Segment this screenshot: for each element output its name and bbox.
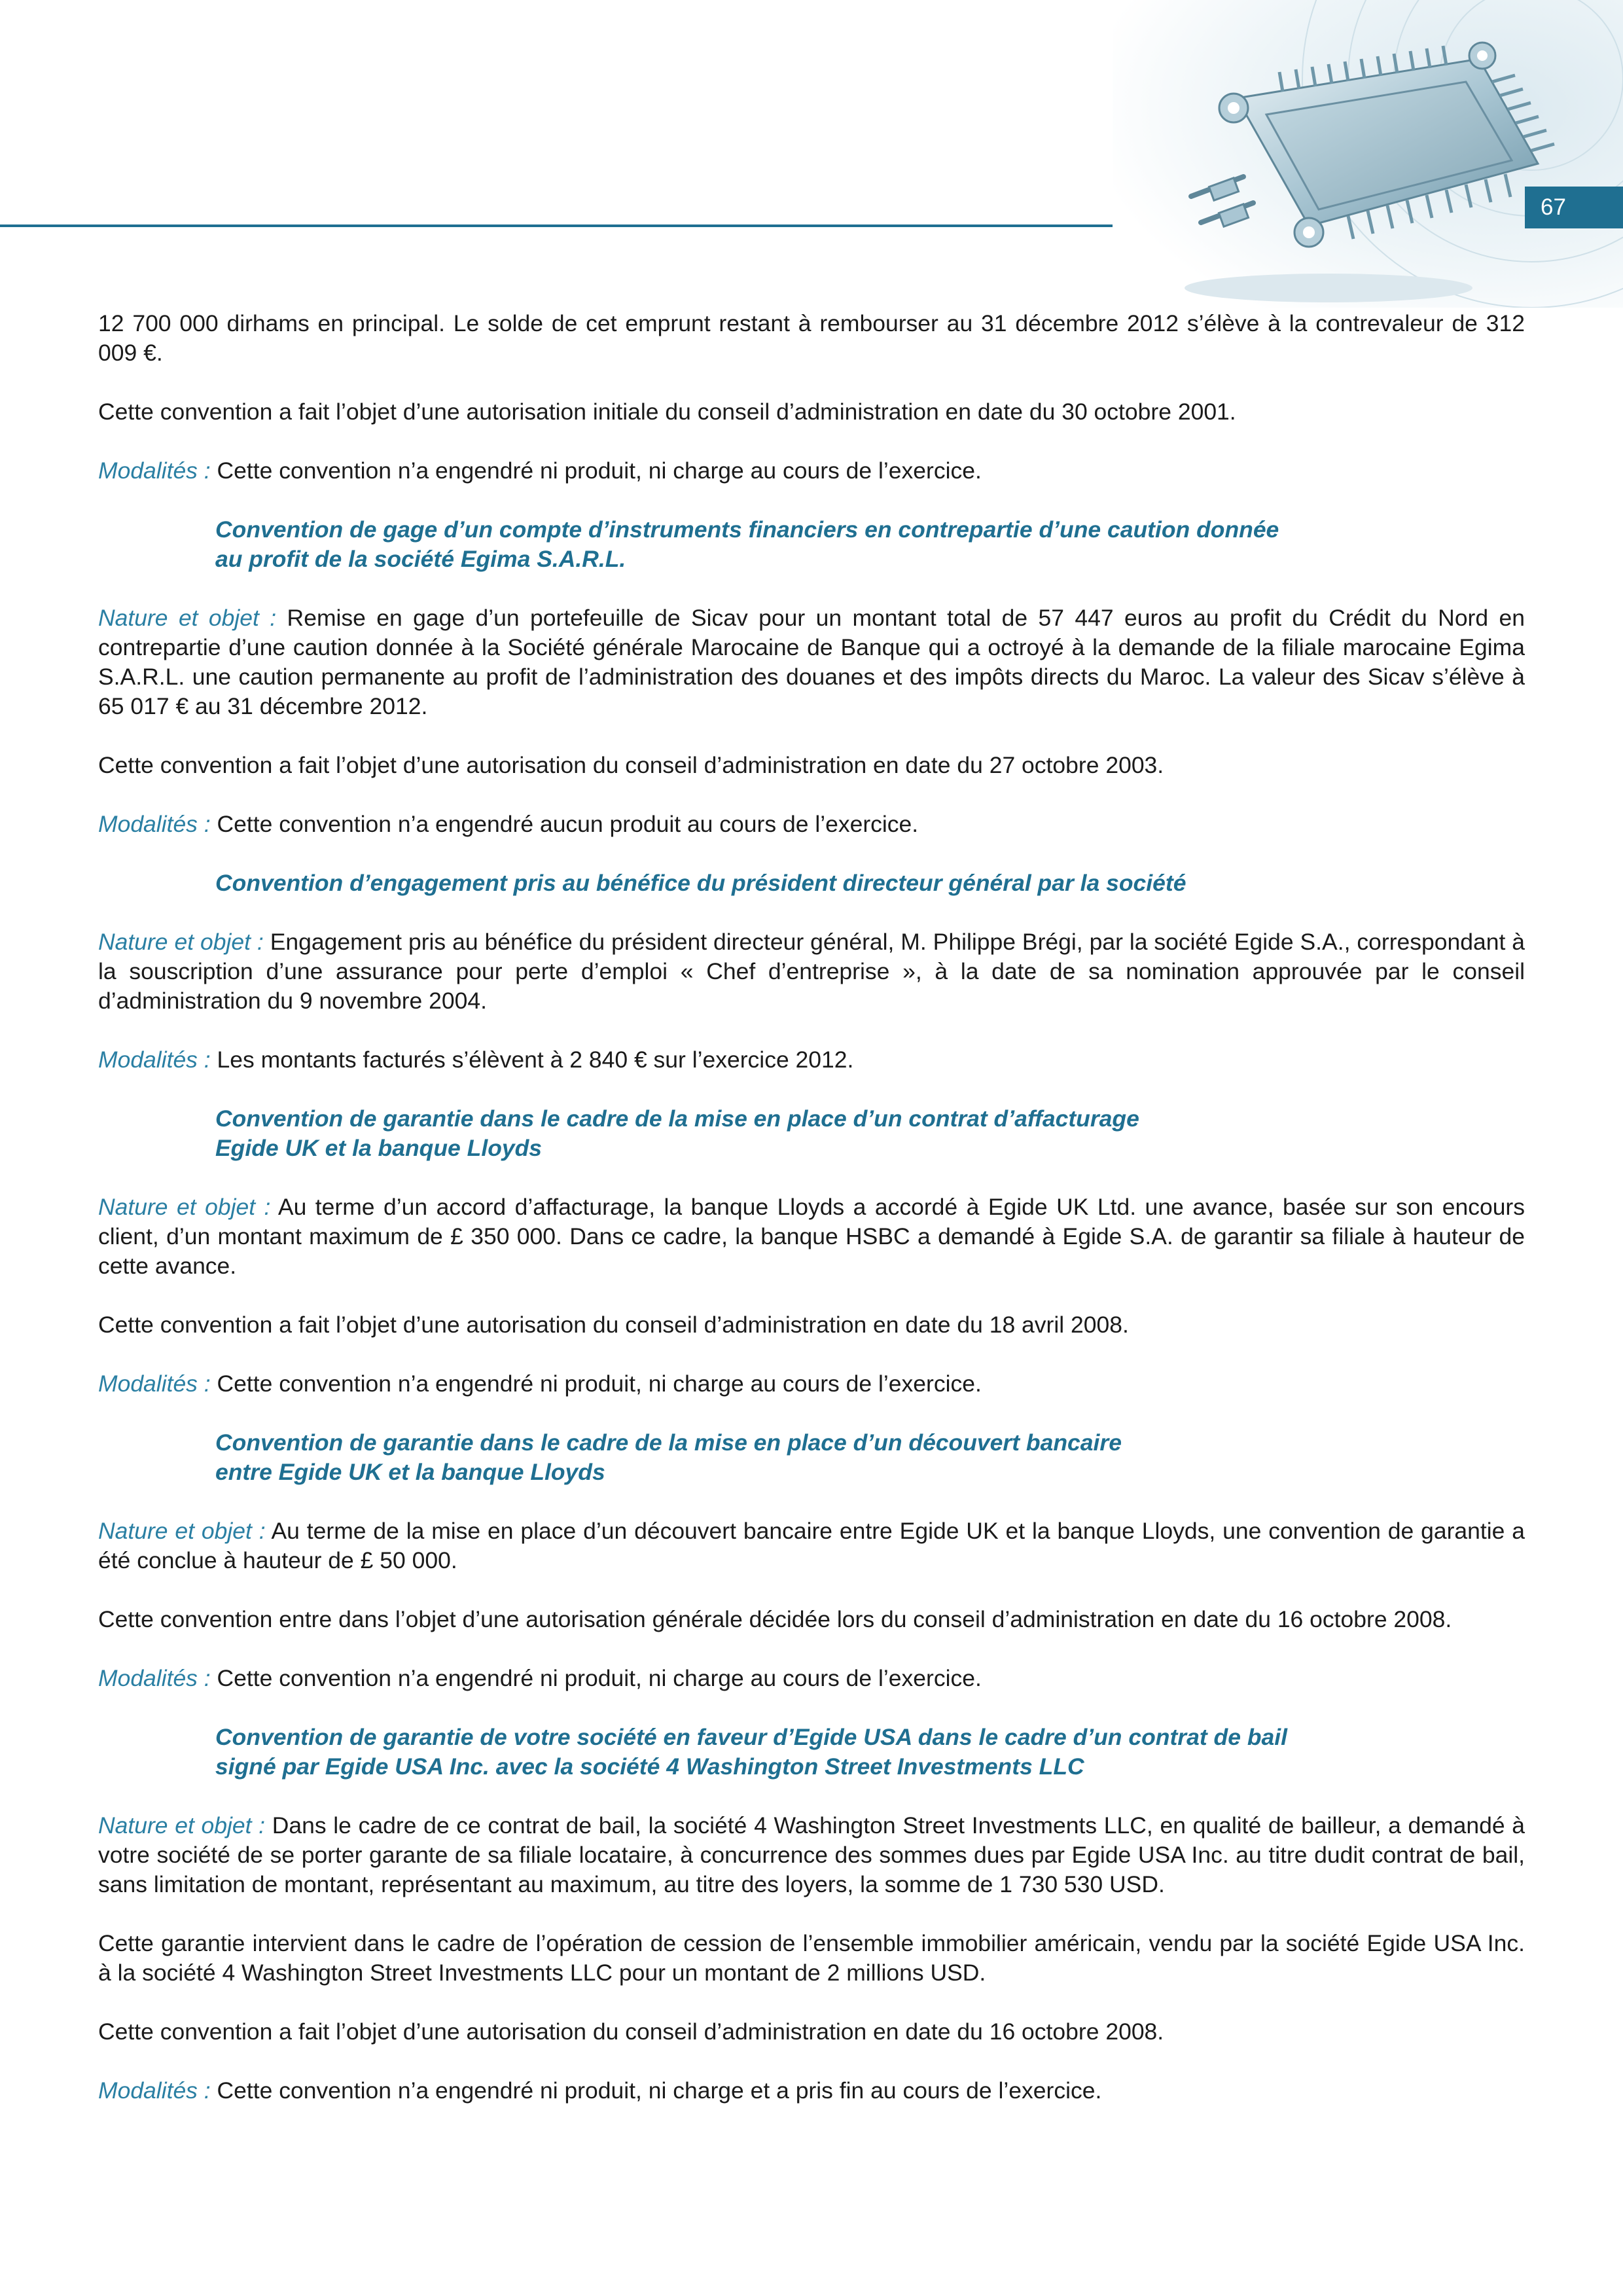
labeled-paragraph bbox=[98, 1811, 1525, 1899]
heading-line: entre Egide UK et la banque Lloyds bbox=[215, 1459, 605, 1485]
paragraph-text: Cette convention n’a engendré ni produit, ni charge au cours de l’exercice. bbox=[210, 1371, 982, 1397]
heading-line: au profit de la société Egima S.A.R.L. bbox=[215, 546, 626, 572]
heading-line: Convention de garantie de votre société en faveur d’Egide USA dans le cadre d’un contrat de bail bbox=[215, 1724, 1287, 1750]
heading-line: Convention de garantie dans le cadre de la mise en place d’un découvert bancaire bbox=[215, 1429, 1122, 1456]
section-heading bbox=[215, 515, 1525, 574]
heading-line: signé par Egide USA Inc. avec la société 4 Washington Street Investments LLC bbox=[215, 1753, 1084, 1780]
paragraph-text: Au terme de la mise en place d’un découvert bancaire entre Egide UK et la banque Lloyds, une convention de garantie a été conclue à hauteur de £ 50 000. bbox=[98, 1518, 1525, 1573]
paragraph-label: Nature et objet : bbox=[98, 1194, 271, 1220]
body-paragraph: Cette garantie intervient dans le cadre de l’opération de cession de l’ensemble immobilier américain, vendu par la société Egide USA Inc. à la société 4 Washington Street Investments LLC pour un montant de 2 millions USD. bbox=[98, 1930, 1525, 1986]
paragraph-label: Modalités : bbox=[98, 1047, 211, 1073]
paragraph-text: Cette convention n’a engendré ni produit, ni charge et a pris fin au cours de l’exercice. bbox=[210, 2077, 1102, 2104]
paragraph-text: Cette convention n’a engendré ni produit, ni charge au cours de l’exercice. bbox=[210, 1665, 982, 1691]
section-heading bbox=[215, 1428, 1525, 1487]
labeled-paragraph bbox=[98, 603, 1525, 721]
labeled-paragraph bbox=[98, 456, 1525, 486]
body-paragraph: Cette convention a fait l’objet d’une autorisation du conseil d’administration en date du 18 avril 2008. bbox=[98, 1312, 1129, 1338]
paragraph-label: Nature et objet : bbox=[98, 1812, 266, 1839]
paragraph-text: Les montants facturés s’élèvent à 2 840 € sur l’exercice 2012. bbox=[210, 1047, 854, 1073]
paragraph-label: Modalités : bbox=[98, 1665, 211, 1691]
body-paragraph: 12 700 000 dirhams en principal. Le solde de cet emprunt restant à rembourser au 31 décembre 2012 s’élève à la contrevaleur de 312 009 €. bbox=[98, 310, 1525, 366]
paragraph-text: Engagement pris au bénéfice du président directeur général, M. Philippe Brégi, par la société Egide S.A., correspondant à la souscription d’une assurance pour perte d’emploi « Chef d’entreprise », à la date de sa nomination approuvée par le conseil d’administration du 9 novembre 2004. bbox=[98, 929, 1525, 1014]
paragraph-text: Cette convention n’a engendré aucun produit au cours de l’exercice. bbox=[210, 811, 919, 837]
labeled-paragraph bbox=[98, 1664, 1525, 1693]
heading-line: Convention de gage d’un compte d’instruments financiers en contrepartie d’une caution donnée bbox=[215, 516, 1279, 543]
heading-line: Convention de garantie dans le cadre de la mise en place d’un contrat d’affacturage bbox=[215, 1105, 1139, 1132]
labeled-paragraph bbox=[98, 1193, 1525, 1281]
paragraph-text: Dans le cadre de ce contrat de bail, la société 4 Washington Street Investments LLC, en qualité de bailleur, a demandé à votre société de se porter garante de sa filiale locataire, à concurrence des sommes dues par Egide USA Inc. au titre dudit contrat de bail, sans limitation de montant, représentant au maximum, au titre des loyers, la somme de 1 730 530 USD. bbox=[98, 1812, 1525, 1897]
paragraph-label: Modalités : bbox=[98, 2077, 211, 2104]
paragraph-label: Nature et objet : bbox=[98, 605, 277, 631]
body-paragraph: Cette convention a fait l’objet d’une autorisation initiale du conseil d’administration en date du 30 octobre 2001. bbox=[98, 399, 1236, 425]
heading-line: Egide UK et la banque Lloyds bbox=[215, 1135, 543, 1161]
section-heading bbox=[215, 1723, 1525, 1782]
paragraph-text: Au terme d’un accord d’affacturage, la banque Lloyds a accordé à Egide UK Ltd. une avance, basée sur son encours client, d’un montant maximum de £ 350 000. Dans ce cadre, la banque HSBC a demandé à Egide S.A. de garantir sa filiale à hauteur de cette avance. bbox=[98, 1194, 1525, 1279]
paragraph-label: Modalités : bbox=[98, 811, 211, 837]
body-paragraph: Cette convention entre dans l’objet d’une autorisation générale décidée lors du conseil d’administration en date du 16 octobre 2008. bbox=[98, 1606, 1452, 1632]
header-rule bbox=[0, 224, 1114, 227]
labeled-paragraph bbox=[98, 1516, 1525, 1575]
labeled-paragraph bbox=[98, 1045, 1525, 1075]
section-heading bbox=[215, 1104, 1525, 1163]
paragraph-text: Cette convention n’a engendré ni produit, ni charge au cours de l’exercice. bbox=[210, 457, 982, 484]
heading-line: Convention d’engagement pris au bénéfice du président directeur général par la société bbox=[215, 870, 1186, 896]
body-paragraph: Cette convention a fait l’objet d’une autorisation du conseil d’administration en date du 16 octobre 2008. bbox=[98, 2018, 1164, 2045]
paragraph-label: Modalités : bbox=[98, 457, 211, 484]
labeled-paragraph bbox=[98, 1369, 1525, 1399]
labeled-paragraph bbox=[98, 810, 1525, 839]
paragraph-label: Modalités : bbox=[98, 1371, 211, 1397]
paragraph-text: Remise en gage d’un portefeuille de Sicav pour un montant total de 57 447 euros au profit du Crédit du Nord en contrepartie d’une caution donnée à la Société générale Marocaine de Banque qui a octroyé à la demande de la filiale marocaine Egima S.A.R.L. une caution permanente au profit de l’administration des douanes et des impôts directs du Maroc. La valeur des Sicav s’élève à 65 017 € au 31 décembre 2012. bbox=[98, 605, 1525, 719]
section-heading bbox=[215, 869, 1525, 898]
document-body bbox=[98, 309, 1525, 2135]
labeled-paragraph bbox=[98, 927, 1525, 1016]
page-number-badge: 67 bbox=[1525, 187, 1623, 228]
paragraph-label: Nature et objet : bbox=[98, 929, 264, 955]
body-paragraph: Cette convention a fait l’objet d’une autorisation du conseil d’administration en date du 27 octobre 2003. bbox=[98, 752, 1164, 778]
paragraph-label: Nature et objet : bbox=[98, 1518, 266, 1544]
electronic-package-image bbox=[1113, 0, 1623, 308]
labeled-paragraph bbox=[98, 2076, 1525, 2106]
